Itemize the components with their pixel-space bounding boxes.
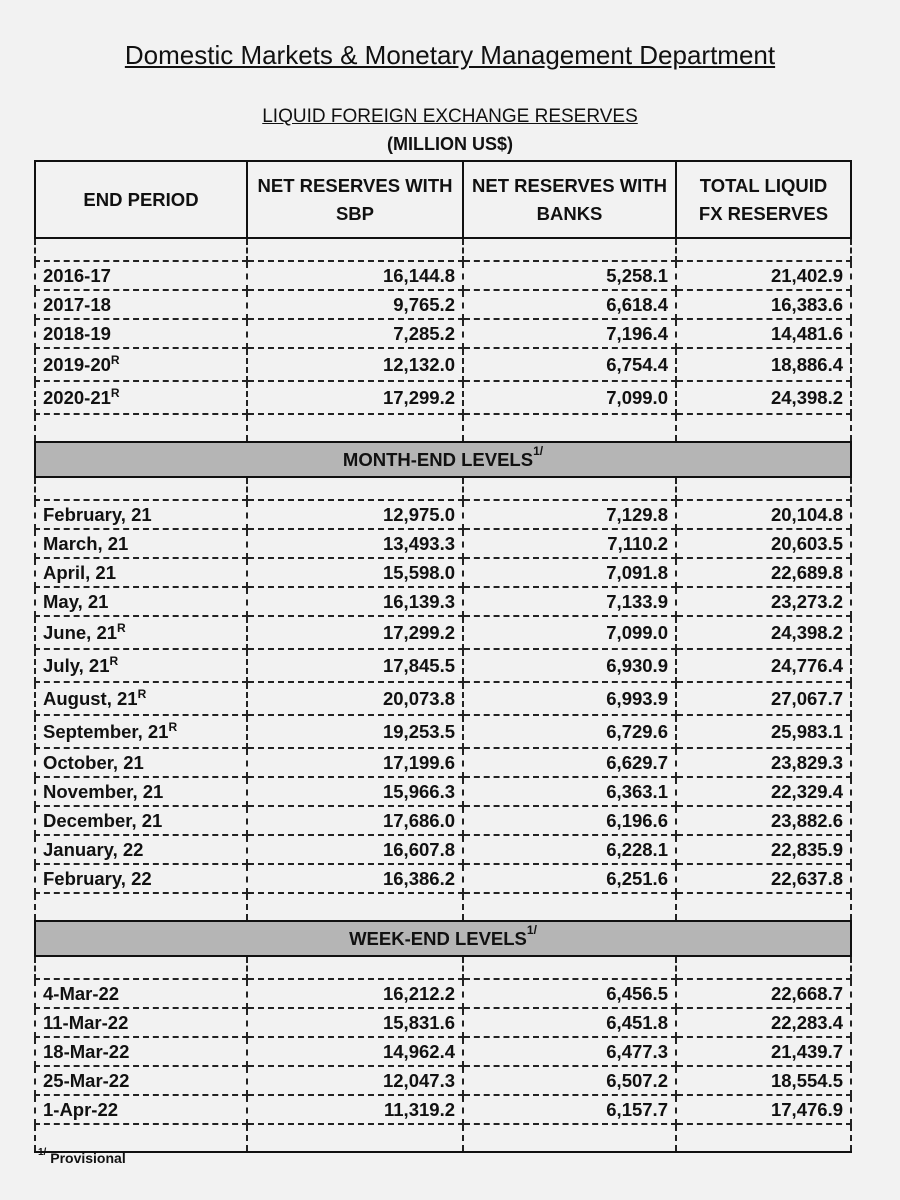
table-title: LIQUID FOREIGN EXCHANGE RESERVES [262, 106, 638, 127]
table-row: 4-Mar-22 16,212.2 6,456.5 22,668.7 [35, 979, 851, 1008]
table-row: November, 21 15,966.3 6,363.1 22,329.4 [35, 777, 851, 806]
table-row: September, $21^R$ 19,253.5 6,729.6 25,983.1 [35, 715, 851, 748]
footnote-mark: 1/ [38, 1147, 47, 1158]
table-row: April, 21 15,598.0 7,091.8 22,689.8 [35, 558, 851, 587]
table-row: August, $21^R$ 20,073.8 6,993.9 27,067.7 [35, 682, 851, 715]
table-row: $2020-21^R$ 17,299.2 7,099.0 24,398.2 [35, 381, 851, 414]
table-row: 1-Apr-22 11,319.2 6,157.7 17,476.9 [35, 1095, 851, 1124]
reserves-table [34, 160, 852, 1153]
units-label: (MILLION US$) [387, 134, 513, 154]
table-row: 18-Mar-22 14,962.4 6,477.3 21,439.7 [35, 1037, 851, 1066]
table-row: June, $21^R$ 17,299.2 7,099.0 24,398.2 [35, 616, 851, 649]
table-row: 11-Mar-22 15,831.6 6,451.8 22,283.4 [35, 1008, 851, 1037]
header-row [35, 161, 851, 238]
table-row: October, 21 17,199.6 6,629.7 23,829.3 [35, 748, 851, 777]
revised-mark: R [110, 352, 120, 367]
table-row: 2018-19 7,285.2 7,196.4 14,481.6 [35, 319, 851, 348]
week-end-section: WEEK-END $LEVELS^{1/}$ [35, 921, 851, 956]
table-row: 25-Mar-22 12,047.3 6,507.2 18,554.5 [35, 1066, 851, 1095]
header-net-reserves-sbp: NET RESERVES WITH SBP [247, 161, 463, 238]
table-row: 2016-17 16,144.8 5,258.1 21,402.9 [35, 261, 851, 290]
footnote-text: Provisional [50, 1150, 126, 1166]
header-end-period: END PERIOD [35, 161, 247, 238]
revised-mark: R [137, 686, 147, 701]
revised-mark: R [168, 719, 178, 734]
table-row: February, 22 16,386.2 6,251.6 22,637.8 [35, 864, 851, 893]
table-row: 2017-18 9,765.2 6,618.4 16,383.6 [35, 290, 851, 319]
table-row: July, $21^R$ 17,845.5 6,930.9 24,776.4 [35, 649, 851, 682]
table-row: May, 21 16,139.3 7,133.9 23,273.2 [35, 587, 851, 616]
table-row: $2019-20^R$ 12,132.0 6,754.4 18,886.4 [35, 348, 851, 381]
month-end-section: MONTH-END $LEVELS^{1/}$ [35, 442, 851, 477]
revised-mark: R [109, 653, 119, 668]
header-total-liquid: TOTAL LIQUID FX RESERVES [676, 161, 851, 238]
footnote [38, 1147, 126, 1166]
header-net-reserves-banks: NET RESERVES WITH BANKS [463, 161, 676, 238]
table-row: January, 22 16,607.8 6,228.1 22,835.9 [35, 835, 851, 864]
revised-mark: R [110, 385, 120, 400]
table-row: December, 21 17,686.0 6,196.6 23,882.6 [35, 806, 851, 835]
table-row: February, 21 12,975.0 7,129.8 20,104.8 [35, 500, 851, 529]
department-title: Domestic Markets & Monetary Management Department [124, 40, 776, 70]
table-row: March, 21 13,493.3 7,110.2 20,603.5 [35, 529, 851, 558]
revised-mark: R [117, 620, 126, 635]
